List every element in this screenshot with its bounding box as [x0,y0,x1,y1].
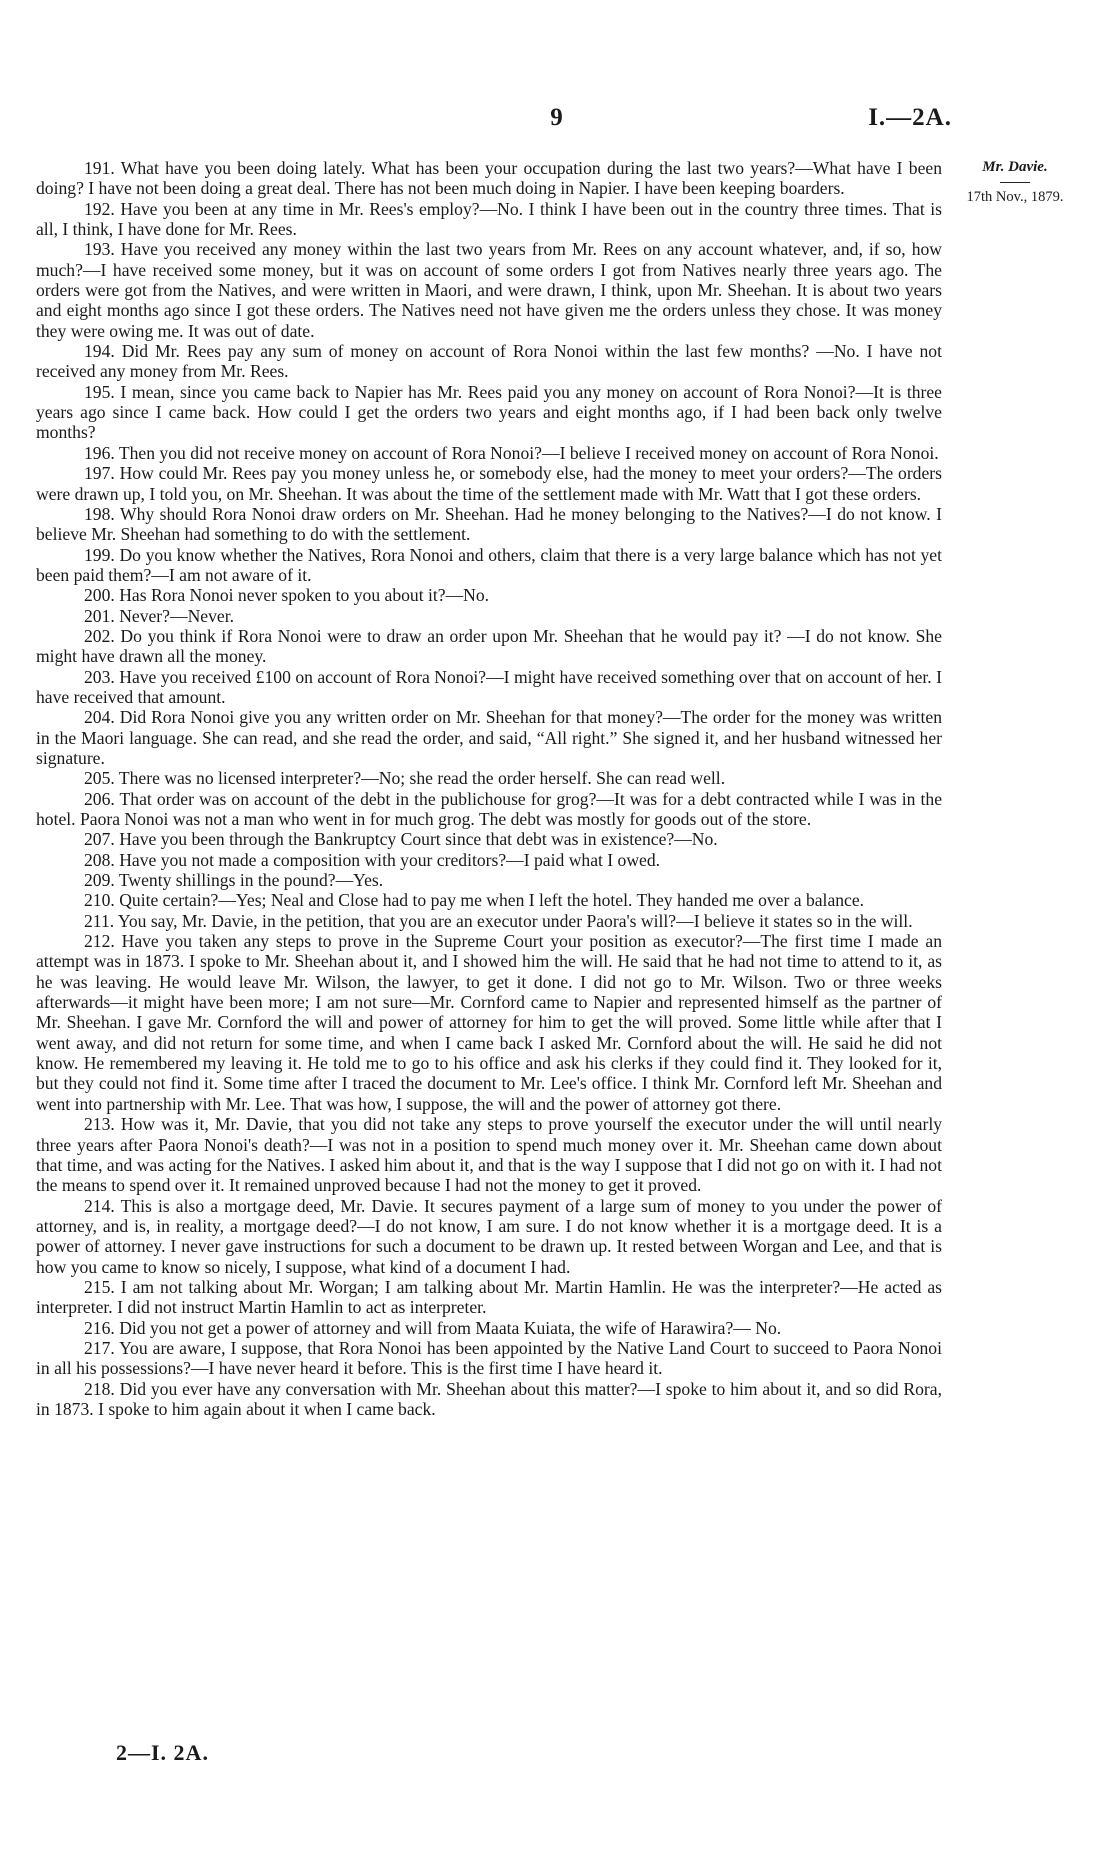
question-210: 210. Quite certain?—Yes; Neal and Close had to pay me when I left the hotel. They handed me over a balance. [84,890,865,911]
examination-date: 17th Nov., 1879. [966,189,1064,205]
testimony-body [36,158,942,1419]
question-198: 198. Why should Rora Nonoi draw orders on Mr. Sheehan. Had he money belonging to the Natives?—I do not know. I believe Mr. Sheehan had something to do with the settlement. [36,503,942,545]
margin-rule [1000,182,1030,183]
question-197: 197. How could Mr. Rees pay you money unless he, or somebody else, had the money to meet your orders?—The orders were drawn up, I told you, on Mr. Sheehan. It was about the time of the settlement made with Mr. Watt that I got these orders. [36,463,942,504]
question-206: 206. That order was on account of the debt in the publichouse for grog?—It was for a debt contracted while I was in the hotel. Paora Nonoi was not a man who went in for much grog. The debt was mostly for goods out of the store. [36,788,942,829]
question-217: 217. You are aware, I suppose, that Rora Nonoi has been appointed by the Native Land Court to succeed to Paora Nonoi in all his possessions?—I have never heard it before. This is the first time I have heard it. [36,1337,942,1379]
question-209: 209. Twenty shillings in the pound?—Yes. [84,870,384,891]
witness-name: Mr. Davie. [982,159,1048,175]
question-218: 218. Did you ever have any conversation with Mr. Sheehan about this matter?—I spoke to him about it, and so did Rora, in 1873. I spoke to him again about it when I came back. [36,1378,942,1419]
page-reference: I.—2A. [868,104,952,131]
question-208: 208. Have you not made a composition with your creditors?—I paid what I owed. [84,849,661,870]
question-215: 215. I am not talking about Mr. Worgan; I am talking about Mr. Martin Hamlin. He was the interpreter?—He acted as interpreter. I did not instruct Martin Hamlin to act as interpreter. [36,1276,942,1318]
question-211: 211. You say, Mr. Davie, in the petition, that you are an executor under Paora's will?—I believe it states so in the will. [84,910,913,931]
question-214: 214. This is also a mortgage deed, Mr. Davie. It secures payment of a large sum of money to you under the power of attorney, and is, in reality, a mortgage deed?—I do not know, I am sure. I do not know whether it is a mortgage deed. It is a power of attorney. I never gave instructions for such a document to be drawn up. It rested between Worgan and Lee, and that is how you came to know so nicely, I suppose, what kind of a document I had. [36,1195,942,1277]
margin-note [950,158,1080,206]
question-203: 203. Have you received £100 on account of Rora Nonoi?—I might have received something over that on account of her. I have received that amount. [36,666,942,707]
printer-signature-mark: 2—I. 2A. [116,1740,209,1765]
question-216: 216. Did you not get a power of attorney and will from Maata Kuiata, the wife of Harawira?— No. [84,1317,782,1338]
question-207: 207. Have you been through the Bankruptcy Court since that debt was in existence?—No. [84,829,718,850]
question-200: 200. Has Rora Nonoi never spoken to you about it?—No. [84,585,490,606]
question-192: 192. Have you been at any time in Mr. Rees's employ?—No. I think I have been out in the country three times. That is all, I think, I have done for Mr. Rees. [36,198,942,240]
question-201: 201. Never?—Never. [84,605,234,626]
question-194: 194. Did Mr. Rees pay any sum of money on account of Rora Nonoi within the last few months? —No. I have not received any money from Mr. Rees. [36,341,942,382]
page-number: 9 [550,104,564,131]
question-193: 193. Have you received any money within the last two years from Mr. Rees on any account whatever, and, if so, how much?—I have received some money, but it was on account of some orders I got from Natives nearly three years ago. The orders were got from the Natives, and were written in Maori, and were drawn, I think, upon Mr. Sheehan. It is about two years and eight months ago since I got these orders. The Natives need not have given me the orders unless they chose. It was money they were owing me. It was out of date. [36,239,942,341]
question-205: 205. There was no licensed interpreter?—No; she read the order herself. She can read well. [84,768,726,789]
question-195: 195. I mean, since you came back to Napier has Mr. Rees paid you any money on account of Rora Nonoi?—It is three years ago since I came back. How could I get the orders two years and eight months ago, if I had been back only twelve months? [36,381,942,443]
question-213: 213. How was it, Mr. Davie, that you did not take any steps to prove yourself the executor under the will until nearly three years after Paora Nonoi's death?—I was not in a position to spend much money over it. Mr. Sheehan came down about that time, and was acting for the Natives. I asked him about it, and that is the way I suppose that I did not go on with it. I had not the means to spend over it. It remained unproved because I had not the money to get it proved. [36,1114,942,1196]
question-212: 212. Have you taken any steps to prove in the Supreme Court your position as executor?—The first time I made an attempt was in 1873. I spoke to Mr. Sheehan about it, and I showed him the will. He said that he had not time to attend to it, as he was leaving. He would leave Mr. Wilson, the lawyer, to get it done. I did not go to Mr. Wilson. Two or three weeks afterwards—it might have been more; I am not sure—Mr. Cornford came to Napier and represented himself as the partner of Mr. Sheehan. I gave Mr. Cornford the will and power of attorney for him to get the will proved. Some little while after that I went away, and did not return for some time, and when I came back I asked Mr. Cornford about the will. He said he did not know. He remembered my leaving it. He told me to go to his office and ask his clerks if they could find it. They looked for it, but they could not find it. Some time after I traced the document to Mr. Lee's office. I think Mr. Cornford left Mr. Sheehan and went into partnership with Mr. Lee. That was how, I suppose, the will and the power of attorney got there. [36,931,942,1114]
question-199: 199. Do you know whether the Natives, Rora Nonoi and others, claim that there is a very large balance which has not yet been paid them?—I am not aware of it. [36,544,942,585]
question-196: 196. Then you did not receive money on account of Rora Nonoi?—I believe I received money on account of Rora Nonoi. [84,442,939,463]
question-191: 191. What have you been doing lately. What has been your occupation during the last two years?—What have I been doing? I have not been doing a great deal. There has not been much doing in Napier. I have been keeping boarders. [36,158,942,199]
question-202: 202. Do you think if Rora Nonoi were to draw an order upon Mr. Sheehan that he would pay it? —I do not know. She might have drawn all the money. [36,625,942,667]
question-204: 204. Did Rora Nonoi give you any written order on Mr. Sheehan for that money?—The order for the money was written in the Maori language. She can read, and she read the order, and said, “All right.” She signed it, and her husband witnessed her signature. [36,707,942,768]
